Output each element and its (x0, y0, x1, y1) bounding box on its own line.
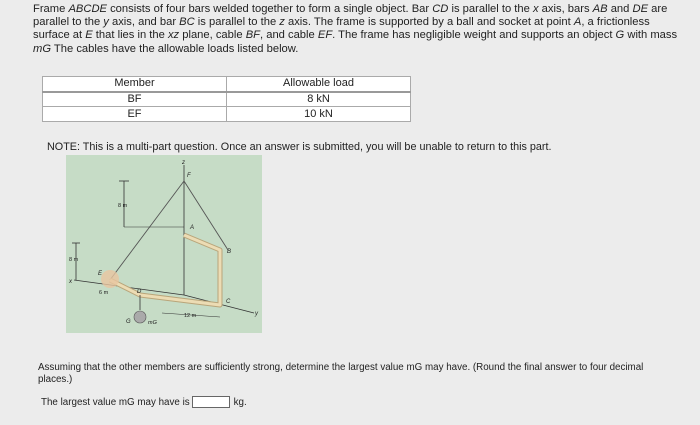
member-cell: BF (43, 92, 227, 107)
dim-8m-left-label: 8 m (69, 257, 79, 263)
problem-statement: Frame ABCDE consists of four bars welded together to form a single object. Bar CD is parallel to the x axis, bars AB and DE are parallel to the y axis, and bar BC is parallel to the z axis. The frame is supported by a ball and socket at point A, a frictionless surface at E that lies in the xz plane, cable BF, and cable EF. The frame has negligible weight and supports an object G with mass mG The cables have the allowable loads listed below. (33, 3, 678, 55)
object-g (134, 311, 146, 323)
table-row (43, 107, 411, 122)
table-row (43, 92, 411, 107)
z-axis-label: z (182, 160, 185, 166)
label-6m: 6 m (99, 290, 109, 296)
table-header-row (43, 77, 411, 92)
unit-label: kg. (233, 396, 247, 408)
y-axis-label: y (255, 311, 258, 317)
load-cell: 8 kN (227, 92, 411, 107)
answer-input[interactable] (192, 396, 230, 408)
label-mg: mG (148, 320, 157, 326)
label-c: C (226, 299, 231, 305)
label-b: B (227, 249, 232, 255)
label-d: D (137, 289, 142, 295)
member-cell: EF (43, 107, 227, 122)
answer-label: The largest value mG may have is (41, 396, 190, 408)
load-cell: 10 kN (227, 107, 411, 122)
label-e: E (98, 271, 103, 277)
cable-ef (110, 181, 184, 280)
label-a: A (190, 225, 195, 231)
frame-abcde (110, 235, 220, 305)
question-text: Assuming that the other members are sufficiently strong, determine the largest value mG may have. (Round the final answer to four decimal places.) (38, 362, 644, 386)
multi-part-note: NOTE: This is a multi-part question. Once an answer is submitted, you will be unable to return to this part. (47, 141, 552, 153)
allowable-load-table (42, 76, 411, 122)
header-allowable-load: Allowable load (227, 77, 411, 92)
frame-diagram (66, 155, 262, 333)
support-e (101, 270, 119, 288)
header-member: Member (43, 77, 227, 92)
answer-row (41, 396, 247, 408)
x-axis-label: x (69, 279, 72, 285)
label-f: F (187, 173, 191, 179)
dim-12m-label: 12 m (184, 313, 197, 319)
label-g: G (126, 319, 131, 325)
dim-8m-top-label: 8 m (118, 203, 128, 209)
